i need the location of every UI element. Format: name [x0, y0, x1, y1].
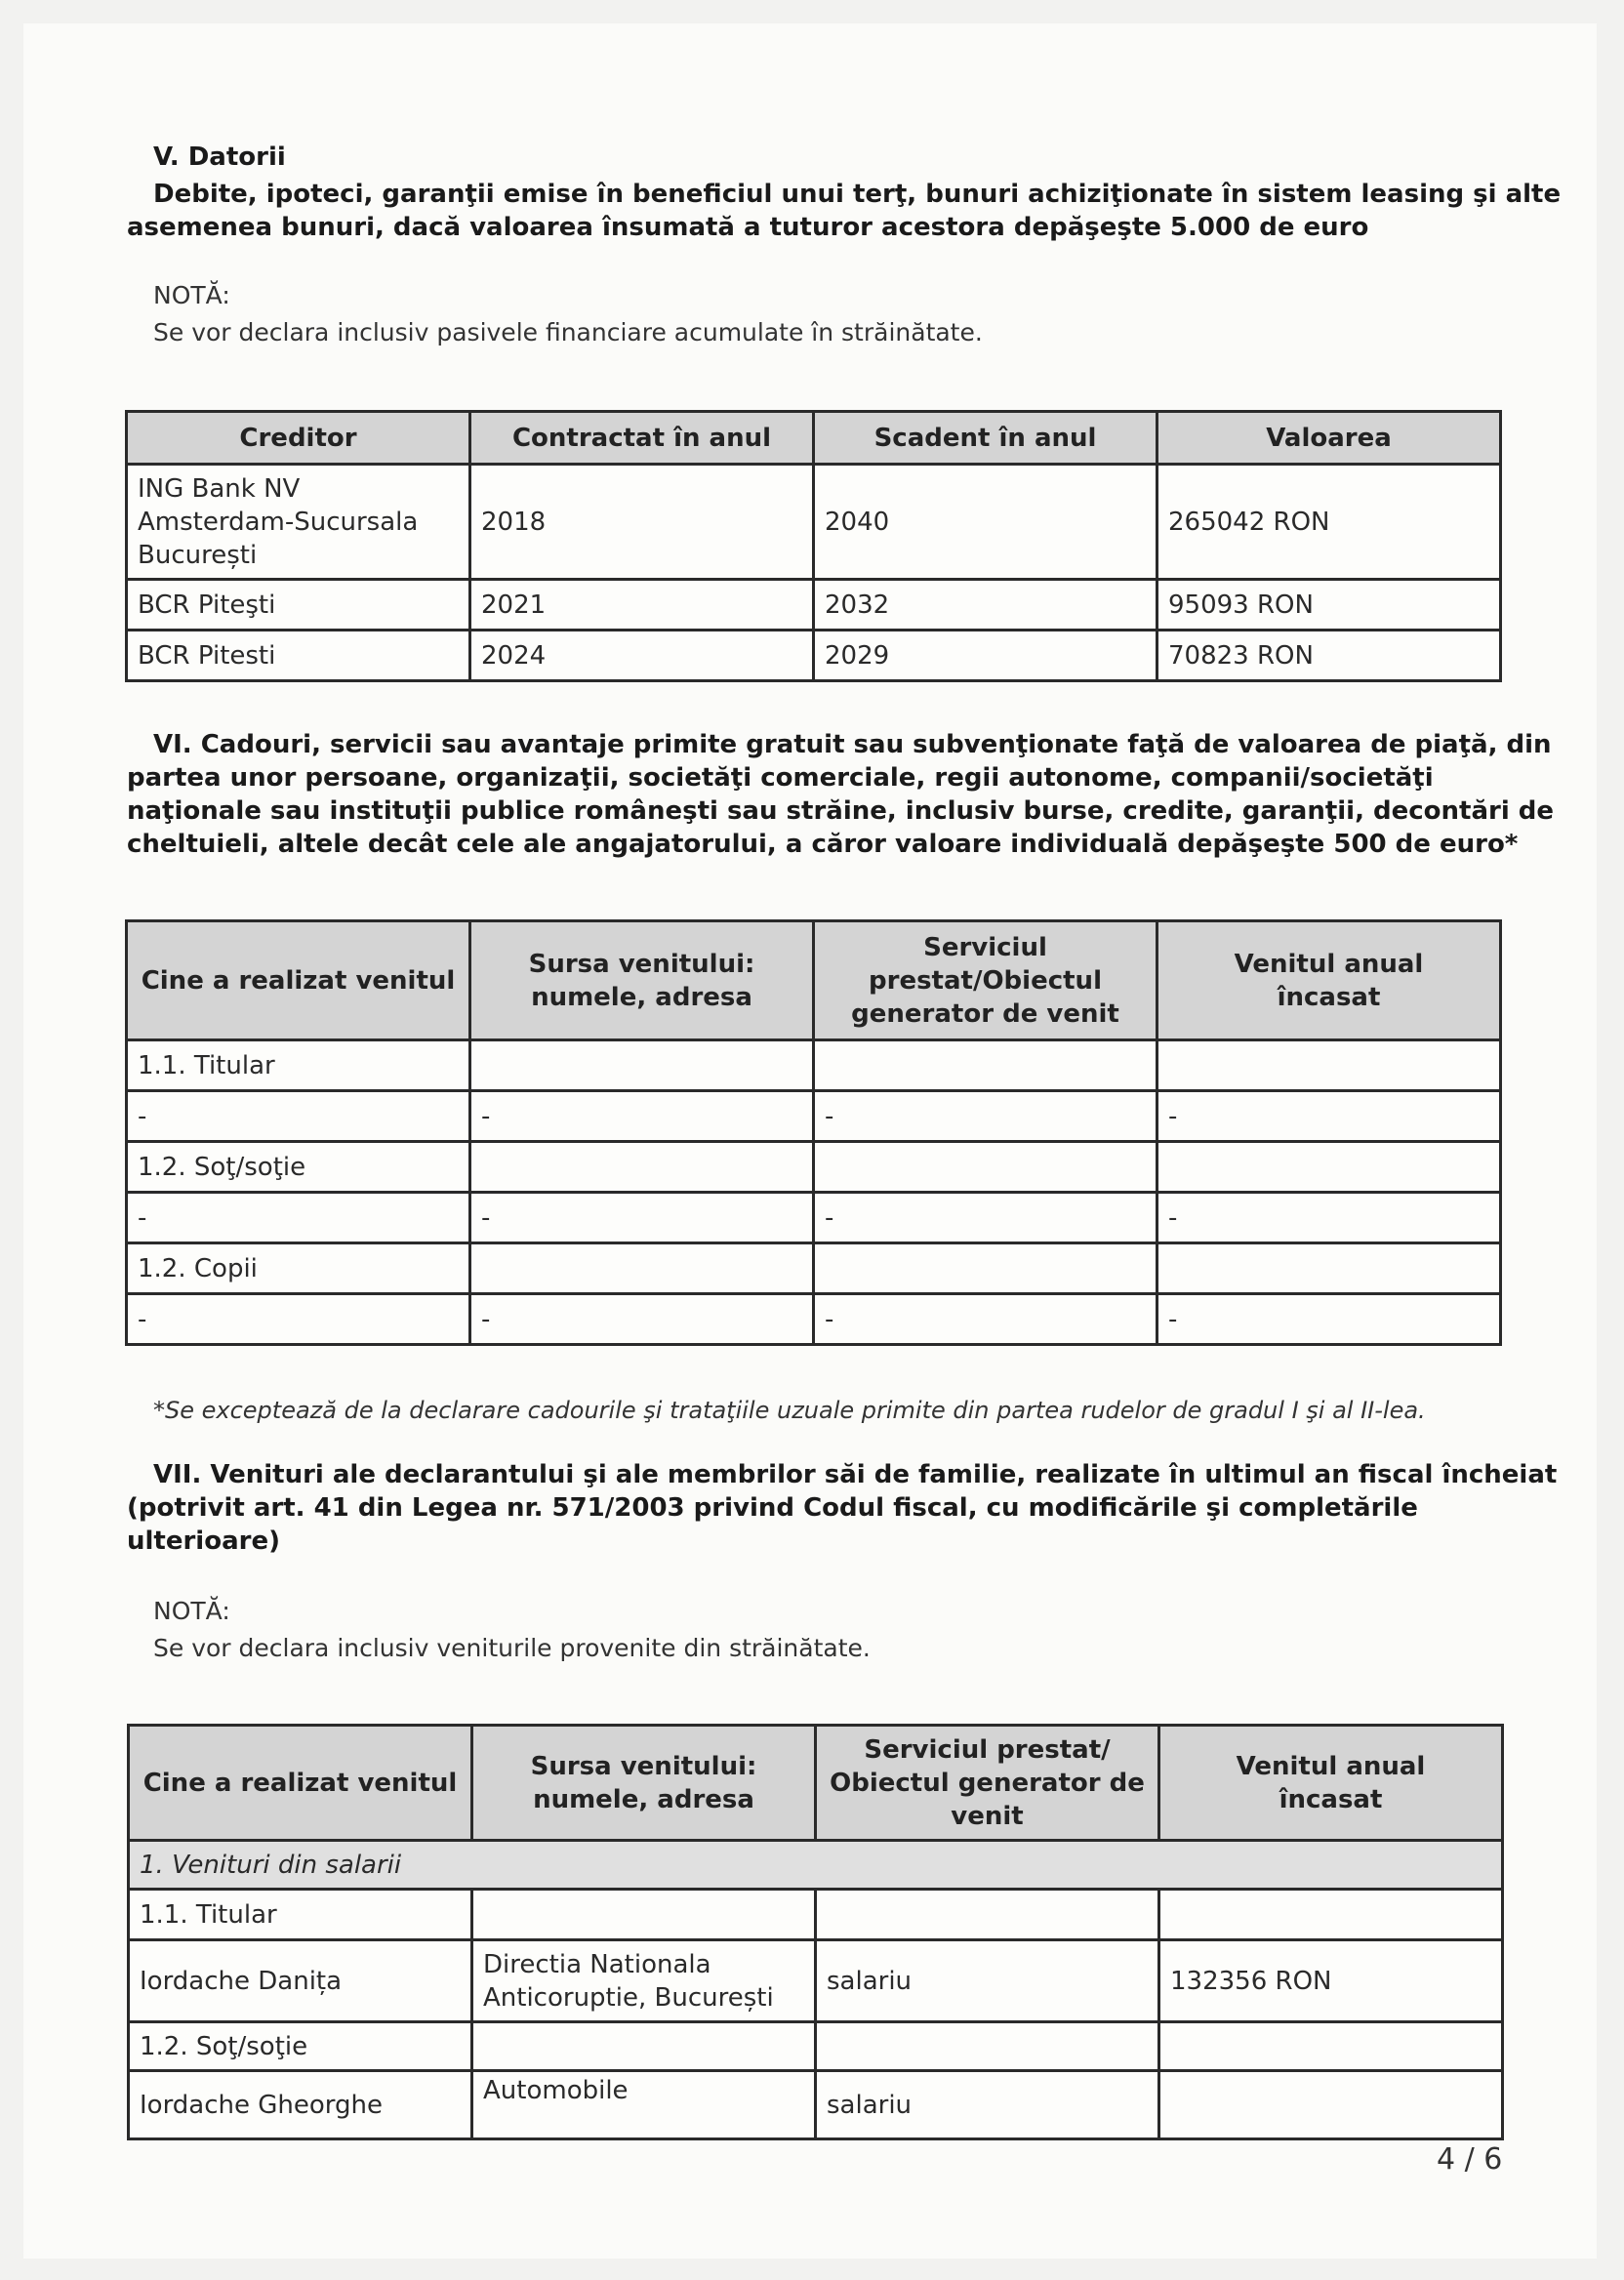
income-header-source: [472, 1726, 816, 1841]
gifts-header-income: [1157, 921, 1501, 1040]
debts-creditor-cell: [127, 465, 470, 580]
source-line: Anticoruptie, București: [483, 1982, 774, 2013]
debts-year-cell: 2021: [470, 580, 814, 631]
header-line: Obiectul generator de: [830, 1768, 1145, 1798]
table-row: [129, 2022, 1503, 2071]
debts-value-cell: 265042 RON: [1157, 465, 1501, 580]
debts-due-cell: 2040: [814, 465, 1157, 580]
income-header-who: Cine a realizat venitul: [129, 1726, 472, 1841]
debts-creditor-cell: BCR Piteşti: [127, 580, 470, 631]
empty-cell: [1159, 1890, 1503, 1940]
dash-cell: -: [814, 1294, 1157, 1345]
table-row: [127, 631, 1501, 681]
header-line: venit: [951, 1801, 1024, 1831]
header-line: numele, adresa: [531, 982, 752, 1012]
table-row: [127, 1243, 1501, 1294]
empty-cell: [1159, 2071, 1503, 2139]
empty-cell: [1157, 1142, 1501, 1193]
debts-due-cell: 2029: [814, 631, 1157, 681]
debts-header-contracted: Contractat în anul: [470, 412, 814, 465]
table-row: [127, 580, 1501, 631]
header-line: Serviciul: [923, 932, 1047, 962]
income-spouse-service: salariu: [816, 2071, 1159, 2139]
gifts-children-label: 1.2. Copii: [127, 1243, 470, 1294]
empty-cell: [472, 2022, 816, 2071]
debts-value-cell: 95093 RON: [1157, 580, 1501, 631]
dash-cell: -: [1157, 1091, 1501, 1142]
income-group-salaries: 1. Venituri din salarii: [129, 1841, 1503, 1890]
dash-cell: -: [127, 1091, 470, 1142]
income-titular-name: Iordache Danița: [129, 1940, 472, 2022]
section-v-title: V. Datorii: [153, 142, 286, 172]
section-v-note-text: Se vor declara inclusiv pasivele financiare acumulate în străinătate.: [153, 318, 983, 346]
section-vi-line2: partea unor persoane, organizaţii, societăţi comerciale, regii autonome, companii/societăţi: [127, 763, 1434, 793]
dash-cell: -: [814, 1091, 1157, 1142]
dash-cell: -: [1157, 1193, 1501, 1243]
income-titular-source: [472, 1940, 816, 2022]
section-vii-note-text: Se vor declara inclusiv veniturile provenite din străinătate.: [153, 1634, 871, 1662]
gifts-header-source: [470, 921, 814, 1040]
header-line: Venitul anual: [1234, 949, 1424, 979]
income-table: [127, 1724, 1504, 2140]
gifts-table: [125, 919, 1502, 1346]
dash-cell: -: [127, 1193, 470, 1243]
empty-cell: [814, 1142, 1157, 1193]
debts-due-cell: 2032: [814, 580, 1157, 631]
empty-cell: [816, 2022, 1159, 2071]
table-row: [127, 1040, 1501, 1091]
section-vii-note-label: NOTĂ:: [153, 1597, 230, 1625]
section-vii-line3: ulterioare): [127, 1527, 280, 1556]
table-row: [127, 1091, 1501, 1142]
header-line: Sursa venitului:: [530, 1751, 757, 1781]
gifts-header-service: [814, 921, 1157, 1040]
income-spouse-label: 1.2. Soţ/soţie: [129, 2022, 472, 2071]
gifts-titular-label: 1.1. Titular: [127, 1040, 470, 1091]
gifts-spouse-label: 1.2. Soţ/soţie: [127, 1142, 470, 1193]
empty-cell: [472, 1890, 816, 1940]
dash-cell: -: [127, 1294, 470, 1345]
empty-cell: [470, 1142, 814, 1193]
gifts-header-who: Cine a realizat venitul: [127, 921, 470, 1040]
section-v-note-label: NOTĂ:: [153, 281, 230, 309]
header-line: Serviciul prestat/: [864, 1734, 1111, 1765]
debts-header-due: Scadent în anul: [814, 412, 1157, 465]
gifts-footnote: *Se exceptează de la declarare cadourile şi trataţiile uzuale primite din partea rudelor de gradul I şi al II-lea.: [153, 1397, 1426, 1424]
section-vi-line3: naţionale sau instituţii publice româneşti sau străine, inclusiv burse, credite, garanţii, decontări de: [127, 796, 1555, 826]
income-titular-label: 1.1. Titular: [129, 1890, 472, 1940]
empty-cell: [1157, 1243, 1501, 1294]
debts-year-cell: 2024: [470, 631, 814, 681]
header-line: numele, adresa: [533, 1784, 754, 1814]
dash-cell: -: [470, 1294, 814, 1345]
debts-table: [125, 410, 1502, 682]
table-row: [127, 1193, 1501, 1243]
empty-cell: [816, 1890, 1159, 1940]
section-vi-line1: VI. Cadouri, servicii sau avantaje primite gratuit sau subvenţionate faţă de valoarea de piaţă, din: [153, 730, 1552, 759]
creditor-line: Amsterdam-Sucursala: [138, 507, 419, 537]
header-line: generator de venit: [851, 998, 1119, 1029]
header-line: Venitul anual: [1236, 1751, 1426, 1781]
page-number: 4 / 6: [1437, 2142, 1503, 2177]
dash-cell: -: [470, 1193, 814, 1243]
income-spouse-source: Automobile: [472, 2071, 816, 2139]
section-vi-line4: cheltuieli, altele decât cele ale angajatorului, a căror valoare individuală depăşeşte 500 de euro*: [127, 830, 1519, 859]
income-header-service: [816, 1726, 1159, 1841]
income-spouse-name: Iordache Gheorghe: [129, 2071, 472, 2139]
header-line: prestat/Obiectul: [869, 965, 1102, 996]
empty-cell: [470, 1040, 814, 1091]
debts-year-cell: 2018: [470, 465, 814, 580]
empty-cell: [1159, 2022, 1503, 2071]
debts-header-creditor: Creditor: [127, 412, 470, 465]
income-titular-service: salariu: [816, 1940, 1159, 2022]
section-v-subtitle-line1: Debite, ipoteci, garanţii emise în beneficiul unui terţ, bunuri achiziţionate în sistem leasing şi alte: [153, 180, 1562, 209]
table-row: [127, 1142, 1501, 1193]
debts-creditor-cell: BCR Pitesti: [127, 631, 470, 681]
source-line: Directia Nationala: [483, 1949, 711, 1979]
empty-cell: [470, 1243, 814, 1294]
table-row: [129, 1841, 1503, 1890]
dash-cell: -: [1157, 1294, 1501, 1345]
debts-value-cell: 70823 RON: [1157, 631, 1501, 681]
dash-cell: -: [814, 1193, 1157, 1243]
empty-cell: [1157, 1040, 1501, 1091]
empty-cell: [814, 1040, 1157, 1091]
creditor-line: București: [138, 540, 258, 570]
dash-cell: -: [470, 1091, 814, 1142]
debts-header-value: Valoarea: [1157, 412, 1501, 465]
income-titular-amount: 132356 RON: [1159, 1940, 1503, 2022]
table-row: [127, 465, 1501, 580]
section-vii-line2: (potrivit art. 41 din Legea nr. 571/2003 privind Codul fiscal, cu modificările şi completările: [127, 1493, 1418, 1523]
header-line: încasat: [1277, 982, 1381, 1012]
empty-cell: [814, 1243, 1157, 1294]
table-row: [129, 1940, 1503, 2022]
creditor-line: ING Bank NV: [138, 473, 301, 504]
section-vii-line1: VII. Venituri ale declarantului şi ale membrilor săi de familie, realizate în ultimul an fiscal încheiat: [153, 1460, 1558, 1489]
table-row: [127, 1294, 1501, 1345]
table-row: [129, 1890, 1503, 1940]
income-header-income: [1159, 1726, 1503, 1841]
header-line: încasat: [1279, 1784, 1383, 1814]
section-v-subtitle-line2: asemenea bunuri, dacă valoarea însumată a tuturor acestora depăşeşte 5.000 de euro: [127, 213, 1369, 242]
table-row: [129, 2071, 1503, 2139]
header-line: Sursa venitului:: [528, 949, 755, 979]
